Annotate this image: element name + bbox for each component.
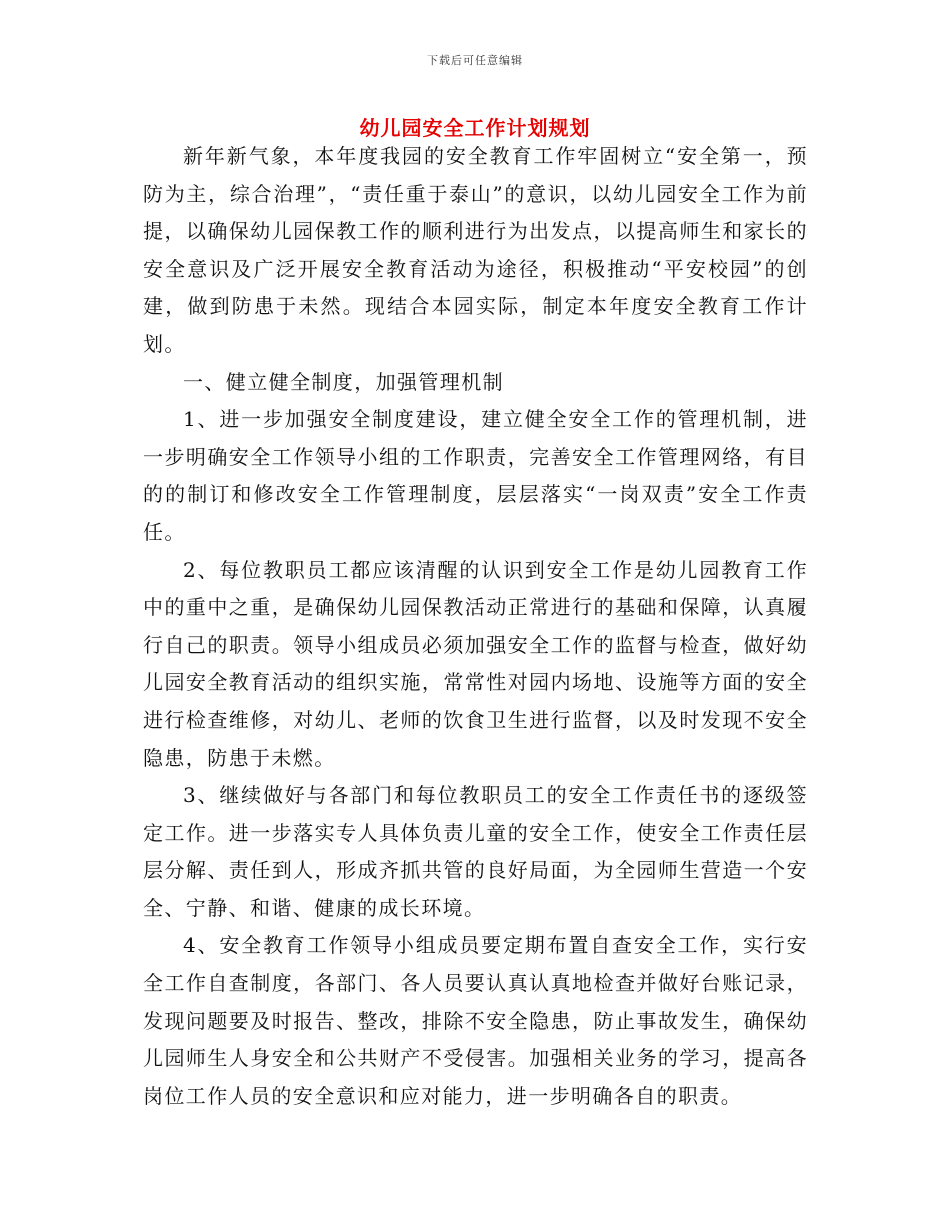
document-body: [143, 138, 808, 1115]
paragraph-item-4: 4、安全教育工作领导小组成员要定期布置自查安全工作，实行安全工作自查制度，各部门、各人员要认真认真地检查并做好台账记录，发现问题要及时报告、整改，排除不安全隐患，防止事故发生，确保幼儿园师生人身安全和公共财产不受侵害。加强相关业务的学习，提高各岗位工作人员的安全意识和应对能力，进一步明确各自的职责。: [143, 933, 808, 1108]
paragraph-intro: 新年新气象，本年度我园的安全教育工作牢固树立“安全第一，预防为主，综合治理”，“责任重于泰山”的意识，以幼儿园安全工作为前提，以确保幼儿园保教工作的顺利进行为出发点，以提高师生和家长的安全意识及广泛开展安全教育活动为途径，积极推动“平安校园”的创建，做到防患于未然。现结合本园实际，制定本年度安全教育工作计划。: [143, 144, 808, 356]
document-title: 幼儿园安全工作计划规划: [359, 116, 591, 140]
paragraph-item-3: 3、继续做好与各部门和每位教职员工的安全工作责任书的逐级签定工作。进一步落实专人具体负责儿童的安全工作，使安全工作责任层层分解、责任到人，形成齐抓共管的良好局面，为全园师生营造一个安全、宁静、和谐、健康的成长环境。: [143, 783, 808, 920]
section-heading-1: 一、健立健全制度，加强管理机制: [183, 369, 504, 394]
paragraph-item-2: 2、每位教职员工都应该清醒的认识到安全工作是幼儿园教育工作中的重中之重，是确保幼儿园保教活动正常进行的基础和保障，认真履行自己的职责。领导小组成员必须加强安全工作的监督与检查，做好幼儿园安全教育活动的组织实施，常常性对园内场地、设施等方面的安全进行检查维修，对幼儿、老师的饮食卫生进行监督，以及时发现不安全隐患，防患于未燃。: [143, 557, 808, 770]
paragraph-item-1: 1、进一步加强安全制度建设，建立健全安全工作的管理机制，进一步明确安全工作领导小组的工作职责，完善安全工作管理网络，有目的的制订和修改安全工作管理制度，层层落实“一岗双责”安全工作责任。: [143, 407, 808, 544]
page-header-note: 下载后可任意编辑: [427, 54, 523, 67]
